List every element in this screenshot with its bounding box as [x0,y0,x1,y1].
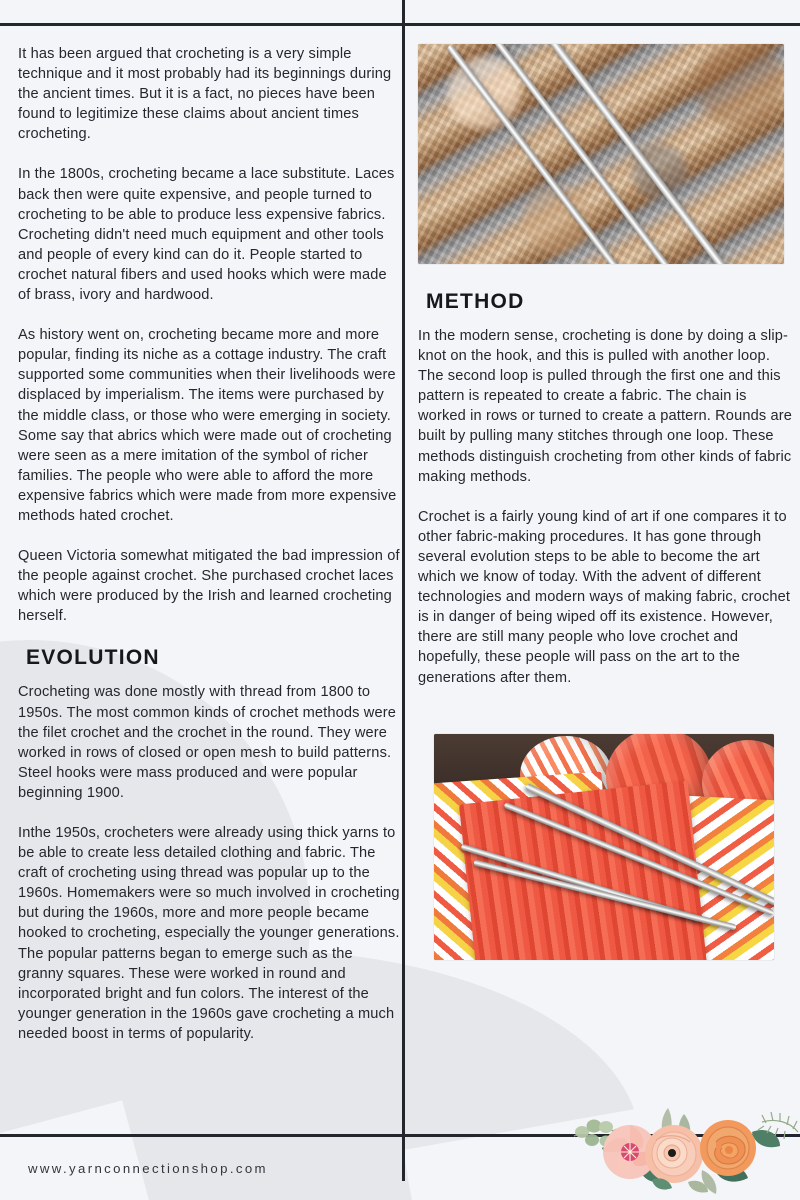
right-column [418,44,798,960]
paragraph-method-young-art: Crochet is a fairly young kind of art if one compares it to other fabric-making procedures. It has gone through several evolution steps to be able to become the art which we know of today. With the advent of different technologies and modern ways of making fabric, crochet is in danger of being wiped off its existence. However, there are still many people who love crochet and hopefully, these people will pass on the art to the generations after them. [418,508,791,686]
crochet-fabric-with-hooks-photo [418,44,784,264]
watercolor-floral-ornament [556,1096,800,1200]
top-divider-rule [0,23,800,26]
left-column [18,44,400,1044]
heading-evolution: EVOLUTION [26,646,160,670]
paragraph-queen-victoria: Queen Victoria somewhat mitigated the bad impression of the people against crochet. She purchased crochet laces which were produced by the Irish and learned crocheting herself. [18,548,400,625]
paragraph-evolution-thread: Crocheting was done mostly with thread from 1800 to 1950s. The most common kinds of crochet methods were the filet crochet and the crochet in the round. They were worked in rows of closed or open mesh to build patterns. Steel hooks were mass produced and were popular beginning 1900. [18,684,397,801]
paragraph-method-slipknot: In the modern sense, crocheting is done by doing a slip-knot on the hook, and this is pulled with another loop. The second loop is pulled through the first one and this pattern is repeated to create a fabric. The chain is worked in rows or turned to create a pattern. Rounds are built by pulling many stitches through one loop. These methods distinguish crocheting from other kinds of fabric making methods. [418,328,793,485]
column-divider-rule [402,0,405,1181]
paragraph-1800s-lace: In the 1800s, crocheting became a lace substitute. Laces back then were quite expensive, and people turned to crocheting to be able to produce less expensive fabrics. Crocheting didn't need much equipment and other tools and people of every kind can do it. People started to crochet natural fibers and used hooks which were made of brass, ivory and hardwood. [18,166,395,304]
paragraph-history-intro: It has been argued that crocheting is a very simple technique and it most probably had its beginnings during the ancient times. But it is a fact, no pieces have been found to legitimize these claims about ancient times crocheting. [18,46,392,143]
footer-website-url[interactable]: www.yarnconnectionshop.com [28,1161,268,1176]
heading-method: METHOD [426,290,525,313]
paragraph-cottage-industry: As history went on, crocheting became more and more popular, finding its niche as a cottage industry. The craft supported some communities when their livelihoods were displaced by imperialism. The items were purchased by the middle class, or those who were emerging in society. Some say that abrics which were made out of crocheting were seen as a mere imitation of the symbol of richer families. The people who were able to afford the more expensive fabrics which were made from more expensive methods hated crochet. [18,327,397,524]
colorful-crochet-squares-photo [434,734,774,960]
paragraph-evolution-1950s: Inthe 1950s, crocheters were already using thick yarns to be able to create less detailed clothing and fabric. The craft of crocheting using thread was popular up to the 1960s. Homemakers were so much involved in crocheting but during the 1960s, more and more people became hooked to crocheting, especially the younger generations. The popular patterns began to emerge such as the granny squares. These were worked in round and incorporated bright and fun colors. The interest of the younger generation in the 1960s gave crocheting a much needed boost in terms of popularity. [18,825,400,1042]
photo-background [434,734,774,960]
